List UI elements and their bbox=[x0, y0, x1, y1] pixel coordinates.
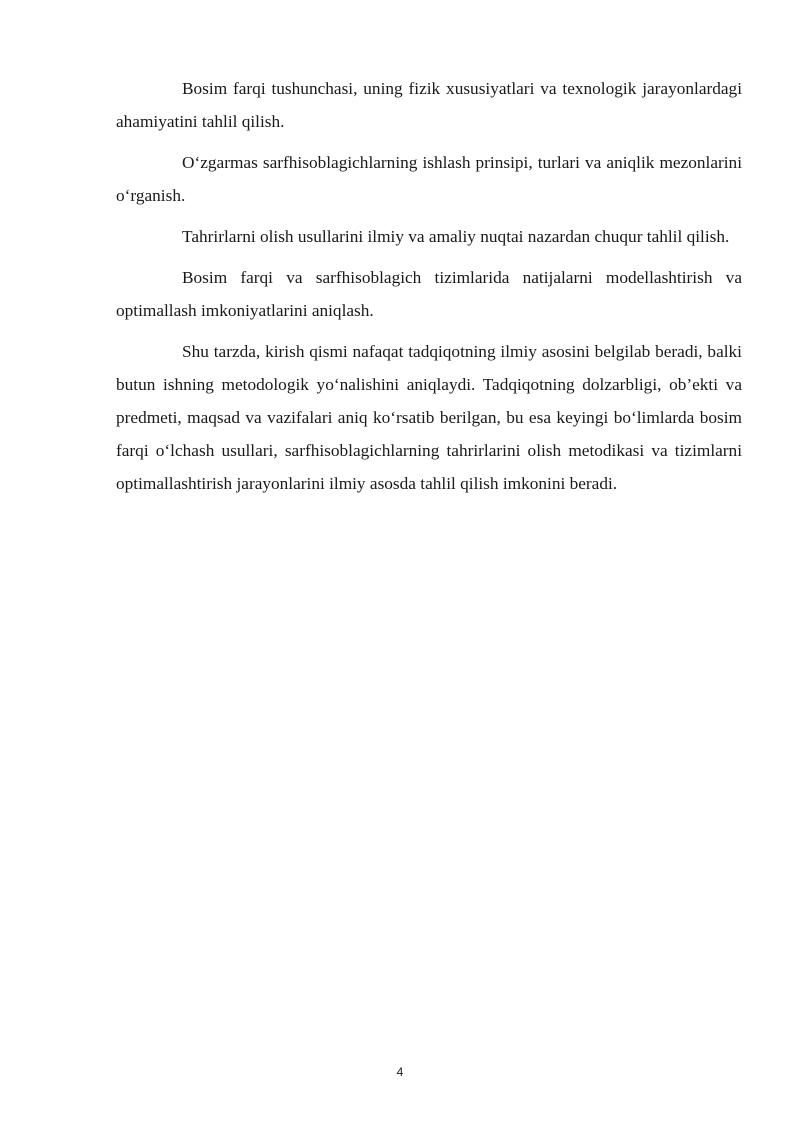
paragraph-objective-2: O‘zgarmas sarfhisoblagichlarning ishlash prinsipi, turlari va aniqlik mezonlarini o‘rganish. bbox=[116, 153, 742, 205]
paragraph-objective-1: Bosim farqi tushunchasi, uning fizik xususiyatlari va texnologik jarayonlardagi ahamiyatini tahlil qilish. bbox=[116, 79, 742, 131]
paragraph-conclusion: Shu tarzda, kirish qismi nafaqat tadqiqotning ilmiy asosini belgilab beradi, balki butun ishning metodologik yo‘nalishini aniqlaydi. Tadqiqotning dolzarbligi, ob’ekti va predmeti, maqsad va vazifalari aniq ko‘rsatib berilgan, bu esa keyingi bo‘limlarda bosim farqi o‘lchash usullari, sarfhisoblagichlarning tahrirlarini olish metodikasi va tizimlarni optimallashtirish jarayonlarini ilmiy asosda tahlil qilish imkonini beradi. bbox=[116, 342, 742, 493]
paragraph-objective-3: Tahrirlarni olish usullarini ilmiy va amaliy nuqtai nazardan chuqur tahlil qilish. bbox=[182, 227, 730, 246]
page-number: 4 bbox=[396, 1065, 404, 1079]
paragraph-objective-4: Bosim farqi va sarfhisoblagich tizimlarida natijalarni modellashtirish va optimallash imkoniyatlarini aniqlash. bbox=[116, 268, 742, 320]
body-text bbox=[116, 72, 742, 508]
